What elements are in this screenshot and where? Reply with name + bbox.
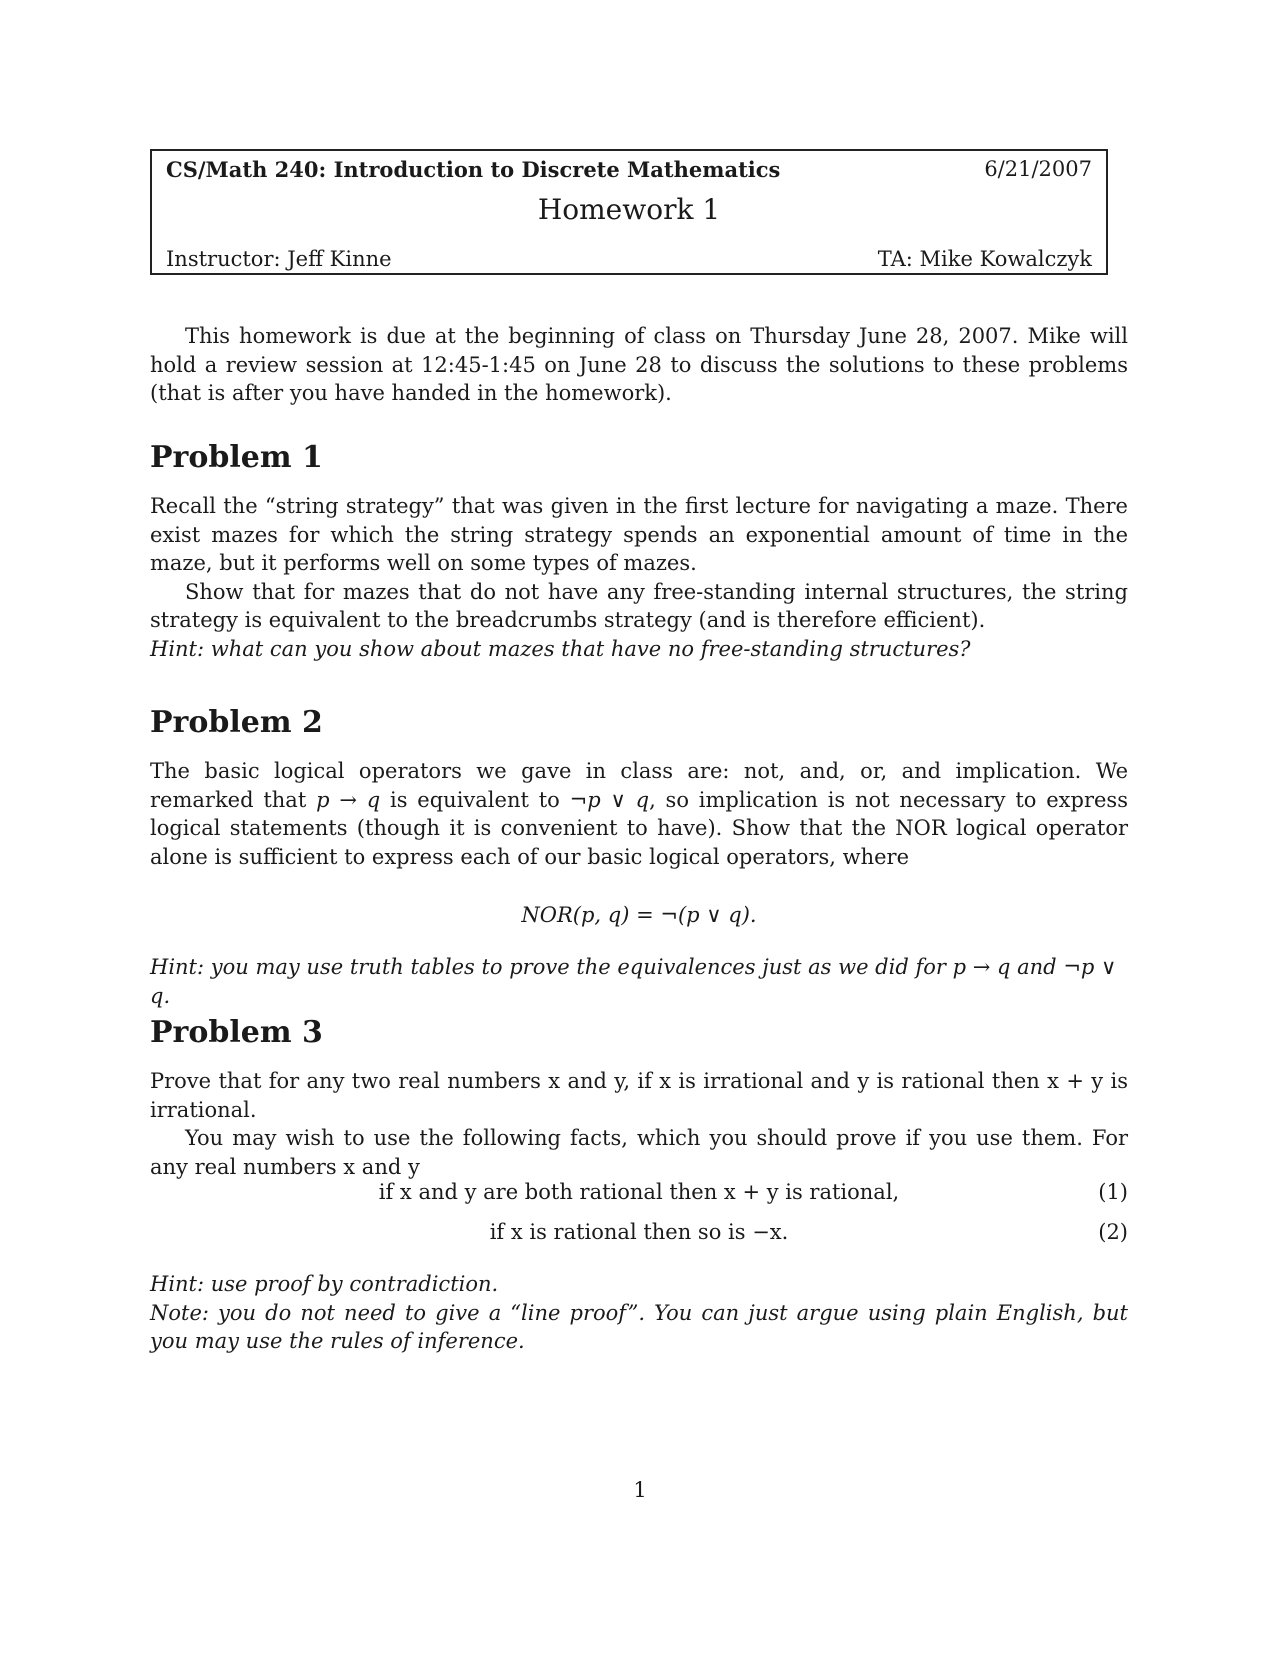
equation-2-text: if x is rational then so is −x. — [489, 1220, 789, 1244]
problem-3-body — [150, 1067, 1128, 1181]
problem-3-note: Note: you do not need to give a “line proof”. You can just argue using plain English, but you may use the rules of inference. — [150, 1300, 1128, 1353]
problem-2-hint-math-1: p → q — [952, 955, 1011, 979]
equation-1-number: (1) — [1098, 1180, 1128, 1204]
problem-2-hint-b: and — [1017, 955, 1057, 979]
problem-2-hint-c: . — [163, 983, 171, 1008]
date: 6/21/2007 — [984, 157, 1092, 181]
homework-title: Homework 1 — [537, 193, 721, 226]
problem-1-heading: Problem 1 — [150, 440, 323, 475]
page-number: 1 — [633, 1478, 647, 1502]
problem-3-paragraph-1: Prove that for any two real numbers x and y, if x is irrational and y is rational then x + y is irrational. — [150, 1069, 1128, 1122]
problem-1-hint: Hint: what can you show about mazes that have no free-standing structures? — [150, 636, 971, 661]
problem-2-hint-math-2: ¬p ∨ q — [150, 955, 1117, 1008]
problem-2-hint-a: Hint: you may use truth tables to prove the equivalences just as we did for — [150, 955, 946, 979]
problem-3-heading: Problem 3 — [150, 1015, 323, 1050]
equation-1 — [150, 1180, 1128, 1210]
disjunction-expression: ¬p ∨ q — [569, 787, 650, 812]
implication-expression: p → q — [316, 787, 381, 812]
problem-3-hint: Hint: use proof by contradiction. — [150, 1272, 499, 1296]
problem-2-hint — [150, 953, 1128, 1010]
nor-equation: NOR(p, q) = ¬(p ∨ q). — [521, 903, 757, 927]
header-box — [150, 149, 1108, 275]
problem-2-text-a: The basic logical operators we gave in class are: not, and, or, and implication. We remarked that — [150, 759, 1128, 812]
problem-2-text-b: is equivalent to — [390, 787, 560, 812]
teaching-assistant: TA: Mike Kowalczyk — [877, 247, 1092, 271]
course-title: CS/Math 240: Introduction to Discrete Mathematics — [166, 157, 781, 182]
equation-2-number: (2) — [1098, 1220, 1128, 1244]
instructor: Instructor: Jeff Kinne — [166, 247, 392, 271]
problem-3-paragraph-2: You may wish to use the following facts, which you should prove if you use them. For any real numbers x and y — [150, 1126, 1128, 1179]
problem-1-paragraph-2: Show that for mazes that do not have any free-standing internal structures, the string strategy is equivalent to the breadcrumbs strategy (and is therefore efficient). — [150, 579, 1128, 632]
problem-2-paragraph — [150, 757, 1128, 871]
problem-2-heading: Problem 2 — [150, 705, 323, 740]
problem-3-notes — [150, 1270, 1128, 1356]
problem-1-body — [150, 492, 1128, 663]
equation-2 — [150, 1220, 1128, 1250]
problem-2-text-c: , so implication is not necessary to express logical statements (though it is convenient to have). Show that the NOR logical operator alone is sufficient to express each of our basic logical operators, where — [150, 787, 1128, 869]
intro-paragraph: This homework is due at the beginning of class on Thursday June 28, 2007. Mike will hold a review session at 12:45-1:45 on June 28 to discuss the solutions to these problems (that is after you have handed in the homework). — [150, 324, 1128, 405]
equation-1-text: if x and y are both rational then x + y is rational, — [378, 1180, 900, 1204]
problem-1-paragraph-1: Recall the “string strategy” that was given in the first lecture for navigating a maze. There exist mazes for which the string strategy spends an exponential amount of time in the maze, but it performs well on some types of mazes. — [150, 494, 1128, 575]
